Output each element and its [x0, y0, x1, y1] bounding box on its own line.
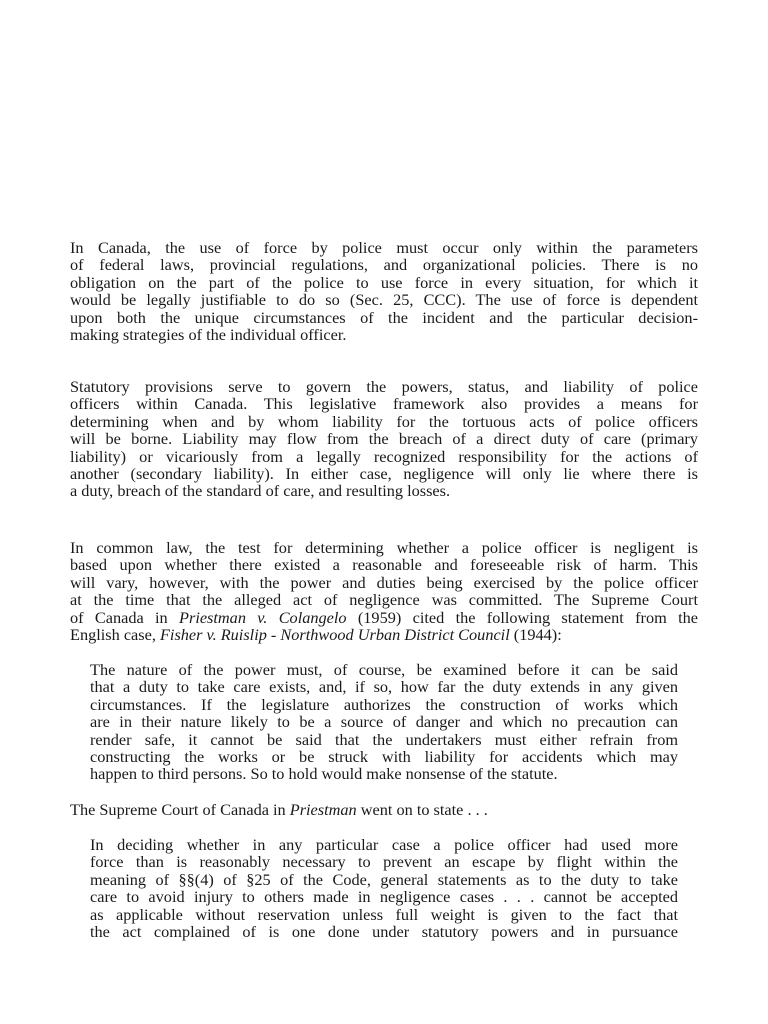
paragraph-use-of-force	[70, 239, 698, 343]
paragraph-common-law	[70, 539, 698, 643]
text-line	[90, 765, 678, 782]
text-line	[70, 430, 698, 447]
text-segment: The nature of the power must, of course, be examined before it can be said	[90, 660, 678, 679]
text-segment: went on to state . . .	[356, 800, 488, 819]
text-segment: a duty, breach of the standard of care, and resulting losses.	[70, 481, 451, 501]
text-line	[70, 448, 698, 465]
text-segment: officers within Canada. This legislative framework also provides a means for	[70, 394, 698, 414]
text-segment: another (secondary liability). In either case, negligence will only lie where there is	[70, 463, 698, 483]
text-segment: determining when and by whom liability for the tortuous acts of police officers	[70, 411, 698, 431]
text-line	[90, 853, 678, 870]
blockquote-priestman	[90, 836, 678, 940]
text-line	[70, 395, 698, 412]
text-line	[90, 731, 678, 748]
text-segment: In deciding whether in any particular case a police officer had used more	[90, 835, 678, 854]
text-segment: (1959) cited the following statement from the	[346, 607, 699, 627]
text-line	[70, 556, 698, 573]
case-citation: Priestman	[289, 800, 357, 819]
text-line	[90, 661, 678, 678]
text-segment: obligation on the part of the police to use force in every situation, for which it	[70, 272, 698, 292]
text-segment: making strategies of the individual officer.	[70, 324, 347, 344]
text-segment: upon both the unique circumstances of the incident and the particular decision-	[70, 307, 698, 327]
text-line	[70, 378, 698, 395]
blockquote-fisher	[90, 661, 678, 783]
text-segment: that a duty to take care exists, and, if so, how far the duty extends in any given	[90, 677, 678, 697]
text-line	[90, 748, 678, 765]
text-line	[90, 678, 678, 695]
text-line	[90, 923, 678, 940]
text-segment: will vary, however, with the power and duties being exercised by the police officer	[70, 572, 698, 592]
text-line	[70, 465, 698, 482]
text-line	[70, 326, 698, 343]
text-line	[90, 871, 678, 888]
text-line	[70, 801, 698, 818]
text-segment: are in their nature likely to be a source of danger and which no precaution can	[90, 712, 678, 732]
text-segment: would be legally justifiable to do so (Sec. 25, CCC). The use of force is dependent	[70, 290, 698, 310]
text-line	[70, 482, 698, 499]
text-line	[70, 256, 698, 273]
text-segment: force than is reasonably necessary to prevent an escape by flight within the	[90, 852, 678, 872]
text-line	[90, 888, 678, 905]
text-line	[70, 274, 698, 291]
text-segment: happen to third persons. So to hold would make nonsense of the statute.	[90, 764, 558, 784]
case-citation: Priestman v. Colangelo	[179, 607, 347, 627]
text-line	[70, 591, 698, 608]
text-line	[70, 626, 698, 643]
text-segment: render safe, it cannot be said that the undertakers must either refrain from	[90, 729, 678, 749]
text-line	[70, 309, 698, 326]
text-line	[90, 836, 678, 853]
text-line	[70, 291, 698, 308]
text-line	[70, 539, 698, 556]
text-line	[70, 574, 698, 591]
text-line	[90, 713, 678, 730]
text-line	[90, 906, 678, 923]
text-segment: In common law, the test for determining whether a police officer is negligent is	[70, 538, 698, 557]
text-segment: as applicable without reservation unless full weight is given to the fact that	[90, 904, 678, 924]
text-segment: The Supreme Court of Canada in	[70, 800, 290, 819]
text-segment: will be borne. Liability may flow from the breach of a direct duty of care (primary	[70, 429, 698, 449]
case-citation: Fisher v. Ruislip - Northwood Urban District Council	[159, 624, 510, 644]
text-segment: at the time that the alleged act of negligence was committed. The Supreme Court	[70, 590, 698, 610]
text-segment: of Canada in	[70, 607, 180, 627]
text-segment: care to avoid injury to others made in negligence cases . . . cannot be accepted	[90, 887, 678, 907]
text-segment: of federal laws, provincial regulations, and organizational policies. There is no	[70, 255, 698, 275]
text-segment: based upon whether there existed a reasonable and foreseeable risk of harm. This	[70, 555, 698, 575]
text-line	[90, 696, 678, 713]
text-line	[70, 609, 698, 626]
text-segment: circumstances. If the legislature authorizes the construction of works which	[90, 694, 678, 714]
text-segment: Statutory provisions serve to govern the powers, status, and liability of police	[70, 377, 698, 396]
paragraph-statutory-provisions	[70, 378, 698, 500]
paragraph-priestman-intro	[70, 801, 698, 818]
text-line	[70, 239, 698, 256]
text-segment: English case,	[70, 624, 160, 644]
text-line	[70, 413, 698, 430]
text-segment: (1944):	[509, 624, 562, 644]
text-segment: constructing the works or be struck with liability for accidents which may	[90, 746, 678, 766]
text-segment: In Canada, the use of force by police must occur only within the parameters	[70, 238, 698, 257]
text-segment: the act complained of is one done under statutory powers and in pursuance	[90, 921, 678, 941]
text-segment: liability) or vicariously from a legally recognized responsibility for the actions of	[70, 446, 698, 466]
text-segment: meaning of §§(4) of §25 of the Code, general statements as to the duty to take	[90, 869, 678, 889]
